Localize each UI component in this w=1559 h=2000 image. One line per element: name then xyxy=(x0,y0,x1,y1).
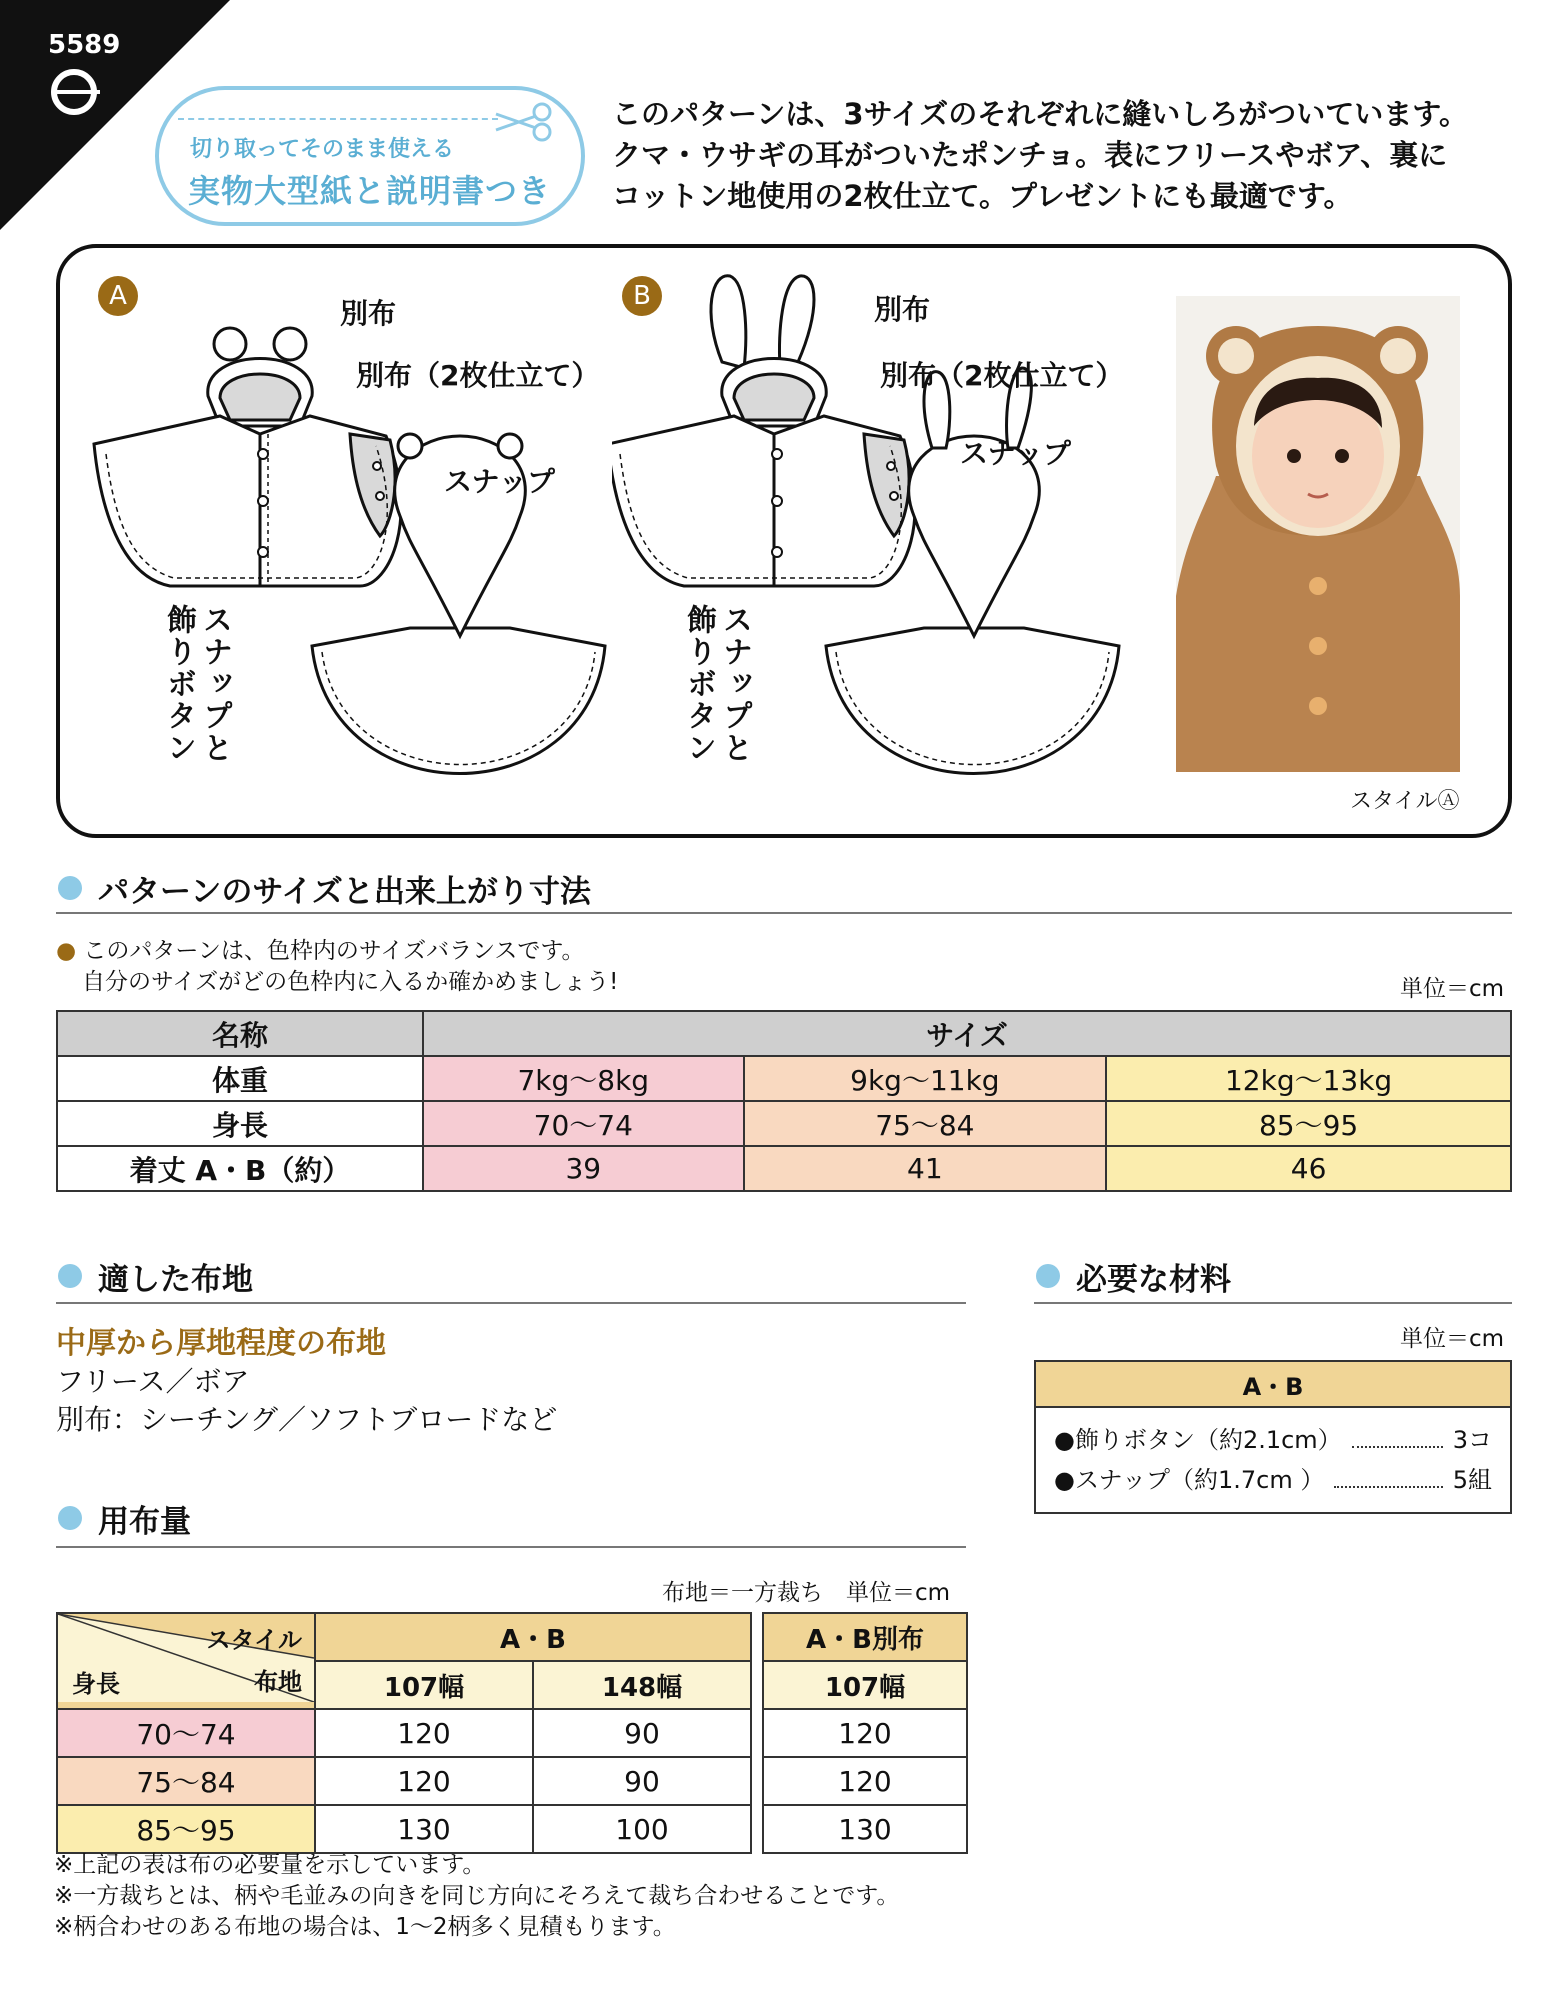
table-cell: 75〜84 xyxy=(744,1101,1107,1146)
badge-line2: 実物大型紙と説明書つき xyxy=(188,172,552,210)
size-unit: 単位＝cm xyxy=(1400,976,1505,1002)
list-item xyxy=(1054,1460,1492,1500)
callout-snap-b: スナップ xyxy=(960,437,1071,470)
yardage-notes xyxy=(54,1850,899,1943)
group-ab: A・B xyxy=(315,1613,751,1661)
table-row xyxy=(1035,1361,1511,1407)
materials-table xyxy=(1034,1360,1512,1514)
fabric-heading: 中厚から厚地程度の布地 xyxy=(56,1326,386,1361)
table-row xyxy=(57,1011,1511,1056)
product-photo xyxy=(1176,296,1460,772)
table-row xyxy=(1035,1407,1511,1513)
callout-betsununo-a: 別布 xyxy=(340,297,397,330)
height-cell: 85〜95 xyxy=(57,1805,315,1853)
size-note-line1: このパターンは、色枠内のサイズバランスです。 xyxy=(83,938,585,964)
table-row xyxy=(763,1709,967,1757)
table-cell: 85〜95 xyxy=(1106,1101,1511,1146)
table-row xyxy=(57,1056,1511,1101)
note-line: ※上記の表は布の必要量を示しています。 xyxy=(54,1852,486,1878)
yardage-table-ab xyxy=(56,1612,752,1854)
section-rule xyxy=(1034,1302,1512,1304)
yardage-unit-note: 布地＝一方裁ち 単位＝cm xyxy=(662,1580,951,1606)
row-label: 着丈 A・B（約） xyxy=(57,1146,423,1191)
section-bullet xyxy=(58,1506,82,1530)
callout-two-layer-a: 別布（2枚仕立て） xyxy=(356,359,600,392)
table-cell: 120 xyxy=(763,1709,967,1757)
size-note xyxy=(56,936,618,998)
pattern-number: 5589 xyxy=(48,30,121,60)
callout-snap-a: スナップ xyxy=(444,465,555,498)
height-cell: 75〜84 xyxy=(57,1757,315,1805)
section-bullet xyxy=(58,876,82,900)
table-cell: 46 xyxy=(1106,1146,1511,1191)
table-cell: 41 xyxy=(744,1146,1107,1191)
corner-fabric: 布地 xyxy=(254,1668,302,1696)
section-rule xyxy=(56,1302,966,1304)
table-row xyxy=(57,1709,751,1757)
cut-line xyxy=(178,118,498,120)
width-148: 148幅 xyxy=(533,1661,751,1709)
fabric-line1: フリース／ボア xyxy=(56,1365,250,1398)
size-table xyxy=(56,1010,1512,1192)
table-cell: 39 xyxy=(423,1146,744,1191)
yardage-tables xyxy=(56,1612,968,1847)
material-name: ●スナップ（約1.7cm ） xyxy=(1054,1466,1325,1494)
child-in-poncho-image xyxy=(1176,296,1460,772)
yardage-section-title: 用布量 xyxy=(98,1504,191,1540)
table-cell: 130 xyxy=(315,1805,533,1853)
fabric-line2: 別布：シーチング／ソフトブロードなど xyxy=(56,1403,558,1436)
table-row xyxy=(57,1101,1511,1146)
table-cell: 90 xyxy=(533,1709,751,1757)
materials-section-title: 必要な材料 xyxy=(1076,1262,1231,1298)
list-item xyxy=(1054,1420,1492,1460)
row-label: 身長 xyxy=(57,1101,423,1146)
table-cell: 12kg〜13kg xyxy=(1106,1056,1511,1101)
materials-header: A・B xyxy=(1035,1361,1511,1407)
group-ab-extra: A・B別布 xyxy=(763,1613,967,1661)
table-cell: 130 xyxy=(763,1805,967,1853)
style-b-label: B xyxy=(622,276,662,316)
table-row xyxy=(57,1146,1511,1191)
intro-line: クマ・ウサギの耳がついたポンチョ。表にフリースやボア、裏に xyxy=(612,138,1448,172)
yardage-table-extra xyxy=(762,1612,968,1854)
leader-dots xyxy=(1352,1420,1443,1448)
width-107b: 107幅 xyxy=(763,1661,967,1709)
table-cell: 120 xyxy=(315,1709,533,1757)
intro-line: このパターンは、3サイズのそれぞれに縫いしろがついています。 xyxy=(612,97,1468,131)
section-bullet xyxy=(58,1264,82,1288)
table-cell: 120 xyxy=(315,1757,533,1805)
table-row xyxy=(763,1661,967,1709)
callout-snap-button-a: スナップと飾りボタン xyxy=(161,604,232,764)
callout-betsununo-b: 別布 xyxy=(874,293,931,326)
width-107: 107幅 xyxy=(315,1661,533,1709)
material-name: ●飾りボタン（約2.1cm） xyxy=(1054,1426,1342,1454)
note-bullet-icon: ● xyxy=(56,938,77,964)
table-row xyxy=(57,1757,751,1805)
section-rule xyxy=(56,912,1512,914)
note-line: ※柄合わせのある布地の場合は、1〜2柄多く見積もります。 xyxy=(54,1914,676,1940)
intro-text xyxy=(612,94,1512,217)
materials-unit: 単位＝cm xyxy=(1400,1326,1505,1352)
height-cell: 70〜74 xyxy=(57,1709,315,1757)
material-qty: 5組 xyxy=(1452,1466,1492,1494)
note-line: ※一方裁ちとは、柄や毛並みの向きを同じ方向にそろえて裁ち合わせることです。 xyxy=(54,1883,900,1909)
table-cell: 90 xyxy=(533,1757,751,1805)
table-cell: 120 xyxy=(763,1757,967,1805)
scissors-icon xyxy=(492,100,556,144)
materials-list xyxy=(1035,1407,1511,1513)
table-row xyxy=(57,1805,751,1853)
row-label: 体重 xyxy=(57,1056,423,1101)
callout-two-layer-b: 別布（2枚仕立て） xyxy=(880,359,1124,392)
size-note-line2: 自分のサイズがどの色枠内に入るか確かめましょう! xyxy=(82,969,619,995)
material-qty: 3コ xyxy=(1452,1426,1492,1454)
corner-style: スタイル xyxy=(206,1626,302,1654)
section-rule xyxy=(56,1546,966,1548)
style-a-label: A xyxy=(98,276,138,316)
table-row xyxy=(763,1757,967,1805)
size-section-title: パターンのサイズと出来上がり寸法 xyxy=(98,874,591,910)
callout-snap-button-b: スナップと飾りボタン xyxy=(681,604,752,764)
fabric-section-title: 適した布地 xyxy=(98,1262,253,1298)
section-bullet xyxy=(1036,1264,1060,1288)
table-cell: 70〜74 xyxy=(423,1101,744,1146)
header-name: 名称 xyxy=(57,1011,423,1056)
table-cell: 7kg〜8kg xyxy=(423,1056,744,1101)
header-size: サイズ xyxy=(423,1011,1511,1056)
table-row xyxy=(763,1613,967,1661)
table-row xyxy=(57,1613,751,1661)
table-row xyxy=(763,1805,967,1853)
intro-line: コットン地使用の2枚仕立て。プレゼントにも最適です。 xyxy=(612,179,1353,213)
photo-caption: スタイルⒶ xyxy=(1350,789,1460,814)
corner-height: 身長 xyxy=(72,1670,120,1698)
corner-cell xyxy=(57,1613,315,1709)
table-cell: 100 xyxy=(533,1805,751,1853)
badge-line1: 切り取ってそのまま使える xyxy=(190,137,455,162)
table-cell: 9kg〜11kg xyxy=(744,1056,1107,1101)
leader-dots xyxy=(1334,1460,1442,1488)
